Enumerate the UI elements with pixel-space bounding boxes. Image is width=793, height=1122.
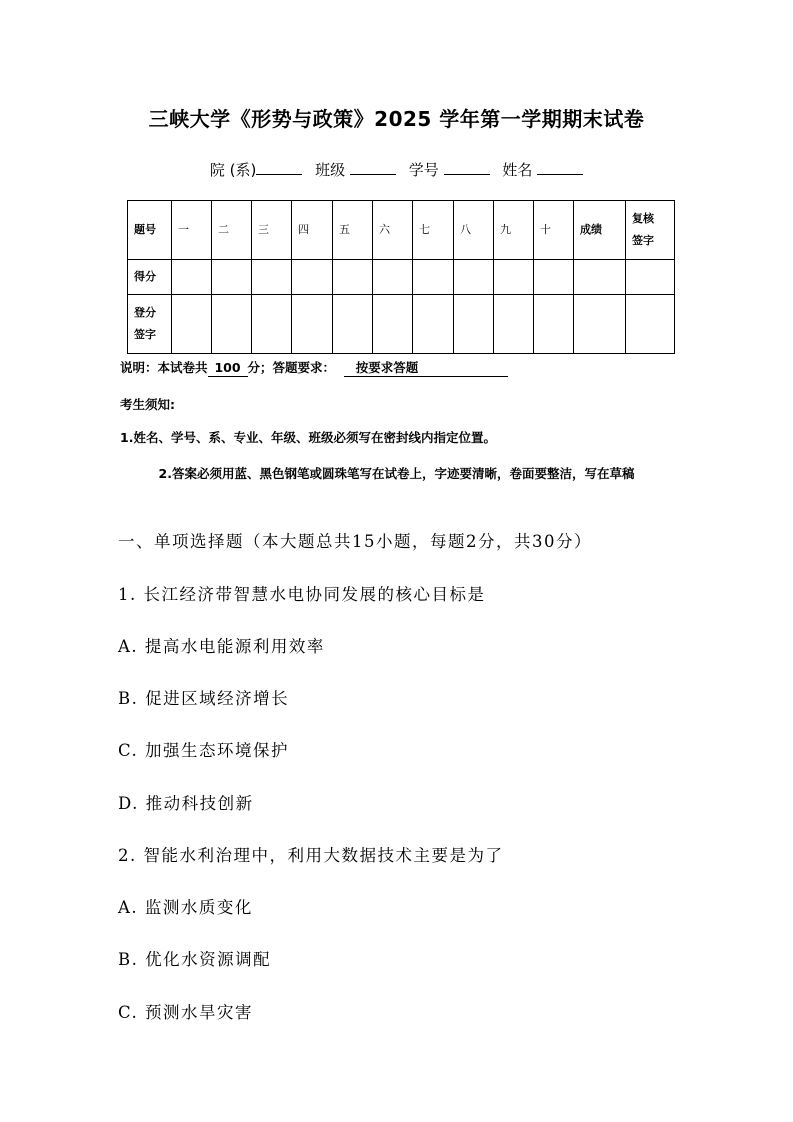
- notice-title: 考生须知:: [120, 397, 175, 412]
- sign-cell[interactable]: [333, 295, 373, 354]
- note-requirement: 按要求答题: [344, 359, 508, 377]
- question-1-option-a: A. 提高水电能源利用效率: [118, 637, 325, 656]
- sign-cell[interactable]: [212, 295, 252, 354]
- score-table-header-row: [128, 201, 675, 260]
- score-cell[interactable]: [574, 260, 626, 295]
- note-total-score: 100: [208, 359, 248, 377]
- header-cell: 二: [212, 201, 252, 260]
- class-blank[interactable]: [350, 160, 396, 175]
- sign-row: [128, 295, 675, 354]
- sign-cell[interactable]: [413, 295, 454, 354]
- score-cell[interactable]: [494, 260, 534, 295]
- score-table: [127, 200, 675, 354]
- sign-row-label-line2: 签字: [134, 328, 156, 341]
- note-middle: 分；答题要求：: [247, 360, 336, 375]
- question-1-stem: 1. 长江经济带智慧水电协同发展的核心目标是: [118, 585, 486, 604]
- sign-cell[interactable]: [626, 295, 675, 354]
- header-cell: 题号: [128, 201, 172, 260]
- header-cell: 十: [534, 201, 574, 260]
- dept-field: [210, 159, 302, 180]
- score-cell[interactable]: [212, 260, 252, 295]
- score-cell[interactable]: [534, 260, 574, 295]
- sign-cell[interactable]: [252, 295, 292, 354]
- name-field: [502, 159, 583, 180]
- sign-cell[interactable]: [292, 295, 333, 354]
- name-blank[interactable]: [537, 160, 583, 175]
- review-sign-header: [626, 201, 675, 260]
- id-field: [409, 159, 490, 180]
- sign-cell[interactable]: [494, 295, 534, 354]
- header-cell: 八: [454, 201, 494, 260]
- class-field: [315, 159, 396, 180]
- score-cell[interactable]: [292, 260, 333, 295]
- question-1-option-c: C. 加强生态环境保护: [118, 741, 290, 760]
- question-2-stem: 2. 智能水利治理中，利用大数据技术主要是为了: [118, 846, 504, 865]
- header-cell: 六: [373, 201, 413, 260]
- sign-cell[interactable]: [534, 295, 574, 354]
- id-blank[interactable]: [444, 160, 490, 175]
- question-2-option-a: A. 监测水质变化: [118, 898, 253, 917]
- sign-cell[interactable]: [172, 295, 212, 354]
- name-label: 姓名: [502, 161, 533, 179]
- class-label: 班级: [315, 161, 346, 179]
- score-cell[interactable]: [626, 260, 675, 295]
- score-cell[interactable]: [252, 260, 292, 295]
- id-label: 学号: [408, 161, 439, 179]
- rule-2: 2.答案必须用蓝、黑色钢笔或圆珠笔写在试卷上，字迹要清晰，卷面要整洁，写在草稿: [158, 466, 635, 481]
- question-2-option-b: B. 优化水资源调配: [118, 950, 272, 969]
- exam-note: [120, 358, 508, 377]
- review-label: 复核: [632, 212, 654, 225]
- sign-row-label: [128, 295, 172, 354]
- header-cell: 三: [252, 201, 292, 260]
- student-info-line: [0, 159, 793, 180]
- question-1-option-b: B. 促进区域经济增长: [118, 689, 290, 708]
- question-1-option-d: D. 推动科技创新: [118, 794, 254, 813]
- note-prefix: 说明：本试卷共: [120, 360, 208, 375]
- score-cell[interactable]: [454, 260, 494, 295]
- score-row: [128, 260, 675, 295]
- header-cell: 一: [172, 201, 212, 260]
- review-sign-label: 签字: [632, 234, 654, 247]
- sign-cell[interactable]: [454, 295, 494, 354]
- score-cell[interactable]: [413, 260, 454, 295]
- section-heading: 一、单项选择题（本大题总共15小题，每题2分，共30分）: [118, 532, 592, 551]
- sign-row-label-line1: 登分: [134, 306, 156, 319]
- question-2-option-c: C. 预测水旱灾害: [118, 1003, 254, 1022]
- score-cell[interactable]: [373, 260, 413, 295]
- score-row-label: 得分: [128, 260, 172, 295]
- header-cell: 七: [413, 201, 454, 260]
- sign-cell[interactable]: [373, 295, 413, 354]
- header-cell: 五: [333, 201, 373, 260]
- score-cell[interactable]: [172, 260, 212, 295]
- rule-1: 1.姓名、学号、系、专业、年级、班级必须写在密封线内指定位置。: [120, 430, 496, 445]
- exam-title: 三峡大学《形势与政策》2025 学年第一学期期末试卷: [148, 107, 645, 131]
- header-cell: 九: [494, 201, 534, 260]
- dept-label: 院 (系): [209, 161, 257, 179]
- sign-cell[interactable]: [574, 295, 626, 354]
- header-cell: 成绩: [574, 201, 626, 260]
- score-cell[interactable]: [333, 260, 373, 295]
- dept-blank[interactable]: [256, 160, 302, 175]
- header-cell: 四: [292, 201, 333, 260]
